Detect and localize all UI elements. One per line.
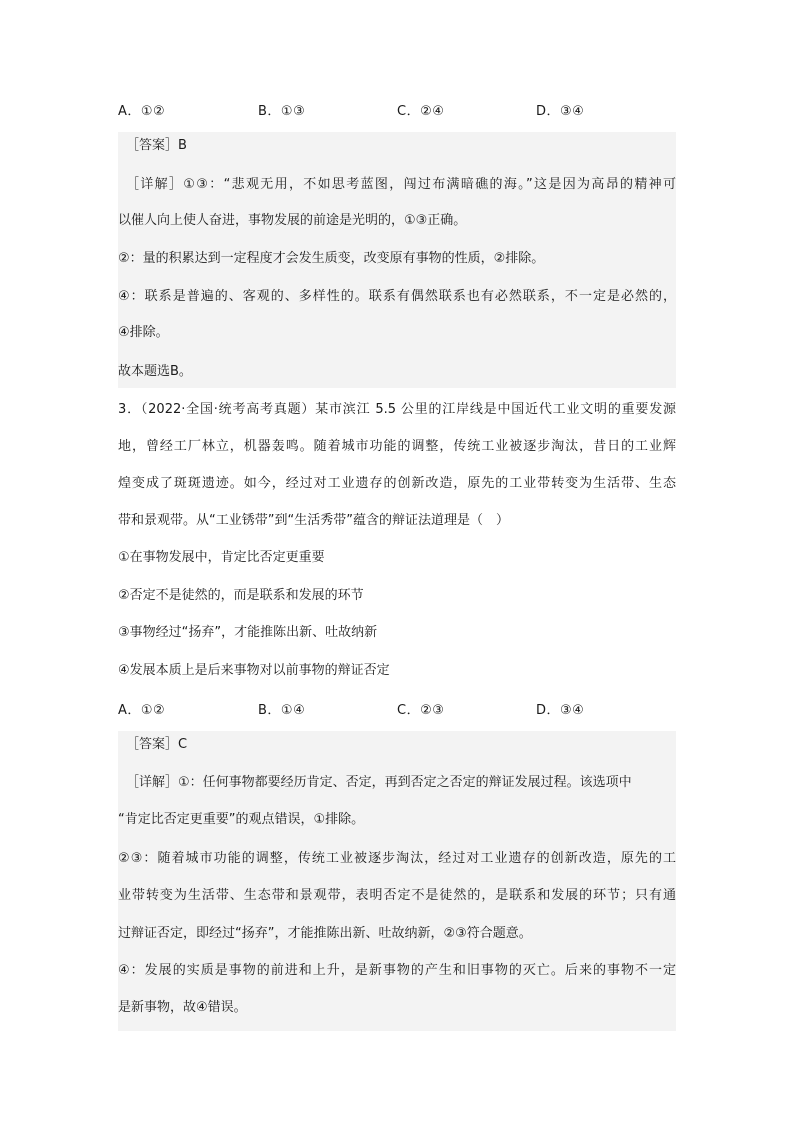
q3-option-a: A．①② bbox=[118, 703, 166, 718]
q2-detail-line: ［详解］①③：“悲观无用，不如思考蓝图，闯过布满暗礁的海。”这是因为高昂的精神可 bbox=[126, 177, 676, 192]
q3-detail-line: ④：发展的实质是事物的前进和上升，是新事物的产生和旧事物的灭亡。后来的事物不一定 bbox=[118, 963, 676, 978]
q2-option-d: D．③④ bbox=[536, 104, 585, 119]
q2-detail-line: ④排除。 bbox=[118, 325, 169, 340]
q2-answer: ［答案］B bbox=[126, 138, 187, 153]
q3-options bbox=[118, 699, 676, 719]
q3-detail-line: “肯定比否定更重要”的观点错误，①排除。 bbox=[118, 812, 365, 827]
q2-detail-line: ②：量的积累达到一定程度才会发生质变，改变原有事物的性质，②排除。 bbox=[118, 251, 545, 266]
q3-detail-line: 过辩证否定，即经过“扬弃”，才能推陈出新、吐故纳新，②③符合题意。 bbox=[118, 926, 532, 941]
q3-option-b: B．①④ bbox=[258, 703, 306, 718]
q3-detail-line: 是新事物，故④错误。 bbox=[118, 1000, 247, 1015]
q3-stem-line: 带和景观带。从“工业锈带”到“生活秀带”蕴含的辩证法道理是（ ） bbox=[118, 513, 509, 528]
q2-options bbox=[118, 100, 676, 120]
q3-statement-1: ①在事物发展中，肯定比否定更重要 bbox=[118, 550, 325, 565]
q3-detail-line: ②③：随着城市功能的调整，传统工业被逐步淘汰，经过对工业遗存的创新改造，原先的工 bbox=[118, 851, 676, 866]
q3-answer: ［答案］C bbox=[126, 737, 188, 752]
q3-stem-line: 煌变成了斑斑遗迹。如今，经过对工业遗存的创新改造，原先的工业带转变为生活带、生态 bbox=[118, 476, 676, 491]
q2-detail-line: 故本题选B。 bbox=[118, 364, 192, 379]
q3-detail-line: ［详解］①：任何事物都要经历肯定、否定，再到否定之否定的辩证发展过程。该选项中 bbox=[126, 775, 632, 790]
q3-stem-line: 地，曾经工厂林立，机器轰鸣。随着城市功能的调整，传统工业被逐步淘汰，昔日的工业辉 bbox=[118, 439, 676, 454]
q2-option-b: B．①③ bbox=[258, 104, 306, 119]
q2-option-a: A．①② bbox=[118, 104, 166, 119]
q3-detail-line: 业带转变为生活带、生态带和景观带，表明否定不是徒然的，是联系和发展的环节；只有通 bbox=[118, 888, 676, 903]
q3-option-c: C．②③ bbox=[397, 703, 445, 718]
q3-statement-2: ②否定不是徒然的，而是联系和发展的环节 bbox=[118, 588, 364, 603]
q3-stem-line: 3．（2022·全国·统考高考真题）某市滨江 5.5 公里的江岸线是中国近代工业文明的重要发源 bbox=[118, 402, 676, 417]
q3-option-d: D．③④ bbox=[536, 703, 585, 718]
q2-detail-line: ④：联系是普遍的、客观的、多样性的。联系有偶然联系也有必然联系，不一定是必然的， bbox=[118, 289, 676, 304]
q2-option-c: C．②④ bbox=[397, 104, 445, 119]
q2-detail-line: 以催人向上使人奋进，事物发展的前途是光明的，①③正确。 bbox=[118, 213, 467, 228]
q3-statement-3: ③事物经过“扬弃”，才能推陈出新、吐故纳新 bbox=[118, 625, 378, 640]
q3-statement-4: ④发展本质上是后来事物对以前事物的辩证否定 bbox=[118, 663, 390, 678]
